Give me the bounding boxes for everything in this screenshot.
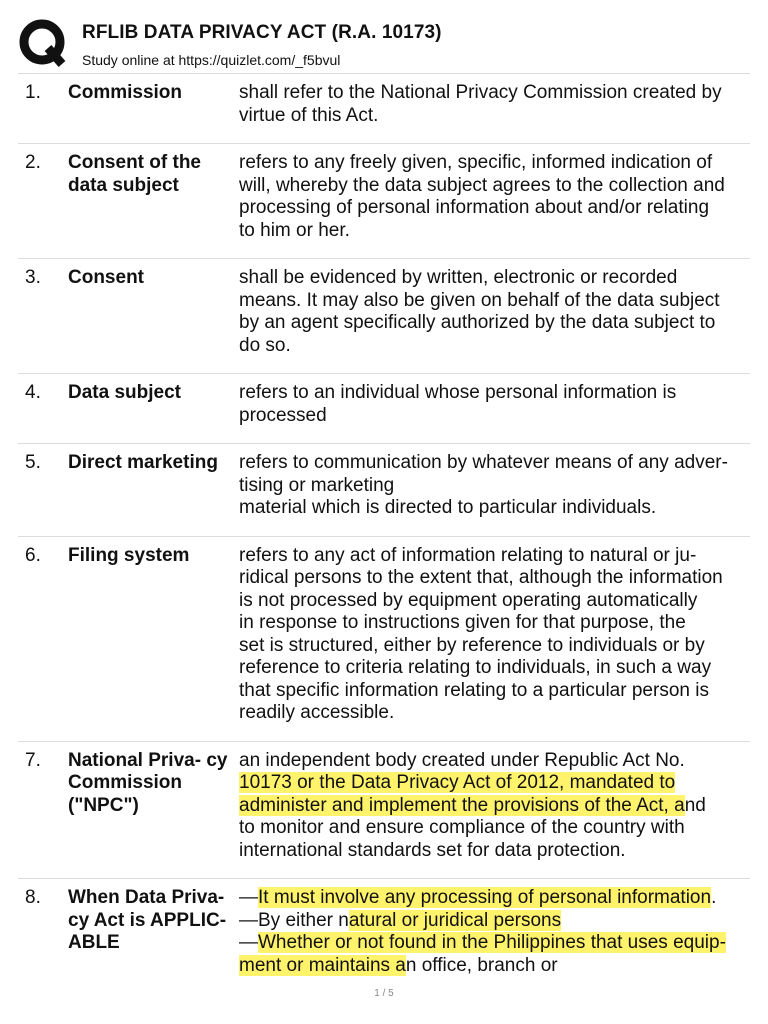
definition-line xyxy=(239,795,750,818)
definition-segment: — xyxy=(239,887,258,908)
definition-line xyxy=(239,567,750,590)
definition-text xyxy=(239,887,750,977)
definition-line xyxy=(239,312,750,335)
definition-line xyxy=(239,497,750,520)
definition-segment: nd xyxy=(684,794,706,816)
row-number: 3. xyxy=(25,267,41,288)
flashcard-row xyxy=(18,258,750,373)
definition-segment: — xyxy=(239,932,258,953)
definition-segment: will, whereby the data subject agrees to the collection and xyxy=(239,174,725,196)
definition-line xyxy=(239,910,750,933)
definition-segment: shall be evidenced by written, electronic or recorded xyxy=(239,267,678,288)
row-number: 1. xyxy=(25,82,41,103)
definition-segment: an independent body created under Republic Act No. xyxy=(239,749,685,771)
definition-segment: is not processed by equipment operating automatically xyxy=(239,589,698,611)
flashcard-list xyxy=(18,73,750,993)
definition-line xyxy=(239,475,750,498)
definition-text xyxy=(239,750,750,863)
definition-line xyxy=(239,932,750,955)
definition-line xyxy=(239,887,750,910)
definition-segment: —By either n xyxy=(239,909,349,931)
definition-text xyxy=(239,152,750,242)
definition-segment: readily accessible. xyxy=(239,702,395,723)
document-header xyxy=(18,12,758,70)
quizlet-logo-icon xyxy=(18,18,68,68)
definition-line xyxy=(239,545,750,568)
definition-line xyxy=(239,290,750,313)
highlighted-text: atural or juridical persons xyxy=(348,909,562,931)
flashcard-row xyxy=(18,536,750,741)
flashcard-row xyxy=(18,878,750,993)
term-text: Consent of the data subject xyxy=(68,152,201,196)
flashcard-row xyxy=(18,443,750,536)
definition-segment: material which is directed to particular individuals. xyxy=(239,497,657,518)
definition-line xyxy=(239,175,750,198)
definition-line xyxy=(239,152,750,175)
term-text: Direct marketing xyxy=(68,452,218,473)
definition-line xyxy=(239,452,750,475)
definition-segment: set is structured, either by reference to individuals or by xyxy=(239,634,705,656)
definition-line xyxy=(239,220,750,243)
term-text: National Priva- cy Commission ("NPC") xyxy=(68,749,228,816)
flashcard-row xyxy=(18,741,750,879)
definition-segment: ridical persons to the extent that, although the information xyxy=(239,567,723,588)
definition-segment: to him or her. xyxy=(239,219,350,241)
highlighted-text: 10173 or the Data Privacy Act of 2012, mandated to xyxy=(239,772,676,793)
row-number: 4. xyxy=(25,382,41,403)
study-online-link-text: Study online at https://quizlet.com/_f5bvul xyxy=(82,52,341,68)
row-number: 2. xyxy=(25,152,41,173)
definition-line xyxy=(239,750,750,773)
highlighted-text: Whether or not found in the Philippines that uses equip- xyxy=(258,932,726,953)
document-title: RFLIB DATA PRIVACY ACT (R.A. 10173) xyxy=(82,22,442,43)
definition-line xyxy=(239,382,750,405)
row-number: 8. xyxy=(25,887,41,908)
definition-segment: refers to communication by whatever means of any adver- xyxy=(239,452,728,473)
definition-line xyxy=(239,955,750,978)
highlighted-text: administer and implement the provisions of the Act, a xyxy=(239,794,685,816)
definition-text xyxy=(239,82,750,127)
flashcard-row xyxy=(18,73,750,143)
definition-line xyxy=(239,702,750,725)
term-text: When Data Priva- cy Act is APPLIC- ABLE xyxy=(68,887,227,953)
highlighted-text: ment or maintains a xyxy=(239,954,406,976)
definition-segment: that specific information relating to a particular person is xyxy=(239,679,709,701)
definition-line xyxy=(239,82,750,105)
term-text: Consent xyxy=(68,267,144,288)
definition-segment: processing of personal information about and/or relating xyxy=(239,197,710,218)
definition-segment: refers to an individual whose personal information is xyxy=(239,382,677,403)
row-number: 7. xyxy=(25,749,41,771)
definition-segment: to monitor and ensure compliance of the country with xyxy=(239,817,685,838)
definition-line xyxy=(239,612,750,635)
definition-text xyxy=(239,267,750,357)
page-indicator: 1 / 5 xyxy=(374,988,394,999)
row-number: 6. xyxy=(25,544,41,566)
definition-line xyxy=(239,105,750,128)
definition-text xyxy=(239,545,750,725)
definition-segment: shall refer to the National Privacy Commission created by xyxy=(239,82,722,103)
definition-line xyxy=(239,197,750,220)
definition-segment: means. It may also be given on behalf of the data subject xyxy=(239,289,720,311)
definition-segment: tising or marketing xyxy=(239,474,395,496)
definition-line xyxy=(239,590,750,613)
definition-line xyxy=(239,657,750,680)
definition-segment: n office, branch or xyxy=(405,954,558,976)
definition-segment: in response to instructions given for that purpose, the xyxy=(239,612,686,633)
definition-line xyxy=(239,635,750,658)
definition-text xyxy=(239,382,750,427)
definition-line xyxy=(239,335,750,358)
definition-line xyxy=(239,772,750,795)
term-text: Commission xyxy=(68,82,183,103)
definition-segment: do so. xyxy=(239,334,291,356)
definition-segment: by an agent specifically authorized by the data subject to xyxy=(239,312,716,333)
row-number: 5. xyxy=(25,452,41,473)
definition-segment: . xyxy=(711,887,717,908)
definition-segment: international standards set for data protection. xyxy=(239,839,626,861)
definition-segment: virtue of this Act. xyxy=(239,104,379,126)
definition-line xyxy=(239,405,750,428)
definition-segment: reference to criteria relating to individuals, in such a way xyxy=(239,657,712,678)
term-text: Filing system xyxy=(68,544,190,566)
flashcard-row xyxy=(18,373,750,443)
definition-line xyxy=(239,817,750,840)
definition-line xyxy=(239,840,750,863)
definition-segment: refers to any act of information relating to natural or ju- xyxy=(239,544,697,566)
term-text: Data subject xyxy=(68,382,181,403)
highlighted-text: It must involve any processing of personal information xyxy=(258,887,712,908)
definition-line xyxy=(239,680,750,703)
flashcard-row xyxy=(18,143,750,258)
definition-segment: refers to any freely given, specific, informed indication of xyxy=(239,152,713,173)
definition-text xyxy=(239,452,750,520)
definition-line xyxy=(239,267,750,290)
definition-segment: processed xyxy=(239,404,327,426)
